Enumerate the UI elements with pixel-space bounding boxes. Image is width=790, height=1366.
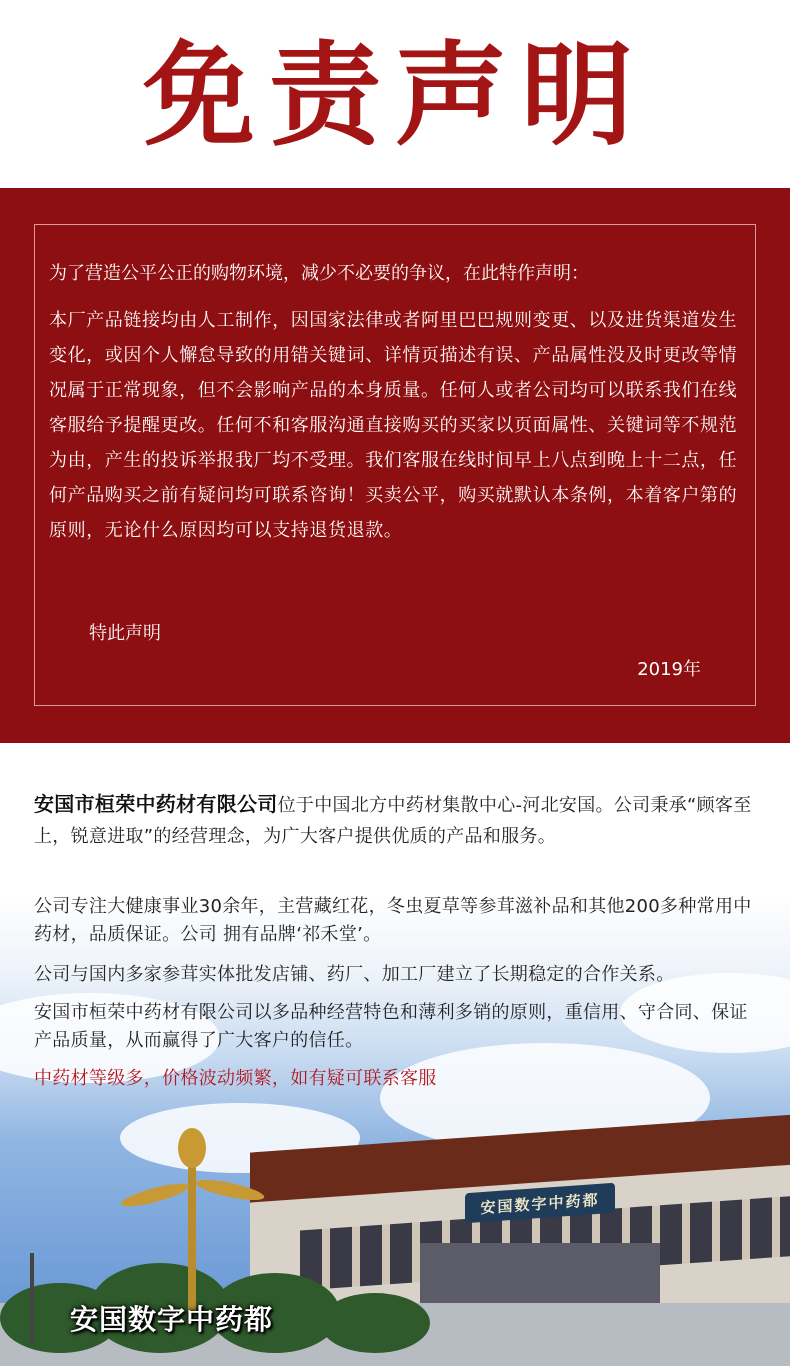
disclaimer-body: 本厂产品链接均由人工制作，因国家法律或者阿里巴巴规则变更、以及进货渠道发生变化，或因个人懈怠导致的用错关键词、详情页描述有误、产品属性没及时更改等情况属于正常现象，但不会影响产品的本身质量。任何人或者公司均可以联系我们在线客服给予提醒更改。任何不和客服沟通直接购买的买家以页面属性、关键词等不规范为由，产生的投诉举报我厂均不受理。我们客服在线时间早上八点到晚上十二点，任何产品购买之前有疑问均可联系咨询！买卖公平，购买就默认本条例，本着客户第的原则，无论什么原因均可以支持退货退款。 xyxy=(49,310,738,541)
price-warning: 中药材等级多，价格波动频繁，如有疑可联系客服 xyxy=(34,1068,437,1089)
company-intro xyxy=(34,789,764,852)
company-business: 公司专注大健康事业30余年，主营藏红花，冬虫夏草等参茸滋补品和其他200多种常用中药材，品质保证。公司 拥有品牌‘祁禾堂’。 xyxy=(34,896,752,945)
company-section xyxy=(0,743,790,1366)
company-principles: 安国市桓荣中药材有限公司以多品种经营特色和薄利多销的原则，重信用、守合同、保证产品质量，从而赢得了广大客户的信任。 xyxy=(34,1002,748,1051)
disclaimer-year: 2019年 xyxy=(637,659,701,680)
disclaimer-signature: 特此声明 xyxy=(89,623,161,644)
ginseng-statue-stem xyxy=(188,1163,196,1313)
tree-shape xyxy=(320,1293,430,1353)
street-lamp xyxy=(30,1253,34,1343)
ginseng-statue-leaf xyxy=(119,1179,190,1211)
company-partners: 公司与国内多家参茸实体批发店铺、药厂、加工厂建立了长期稳定的合作关系。 xyxy=(34,964,675,985)
company-intro-text: 位于中国北方中药材集散中心-河北安国。公司秉承“顾客至上，锐意进取”的经营理念，为广大客户提供优质的产品和服务。 xyxy=(34,795,752,847)
ginseng-statue-berries xyxy=(178,1128,206,1168)
title-band xyxy=(0,0,790,188)
photo-caption: 安国数字中药都 xyxy=(70,1303,274,1336)
disclaimer-intro: 为了营造公平公正的购物环境，减少不必要的争议，在此特作声明： xyxy=(49,263,589,284)
company-name: 安国市桓荣中药材有限公司 xyxy=(34,792,278,816)
page-title: 免责声明 xyxy=(143,30,647,161)
disclaimer-frame xyxy=(34,224,756,706)
building-sign-text: 安国数字中药都 xyxy=(480,1190,600,1217)
disclaimer-panel xyxy=(0,188,790,743)
